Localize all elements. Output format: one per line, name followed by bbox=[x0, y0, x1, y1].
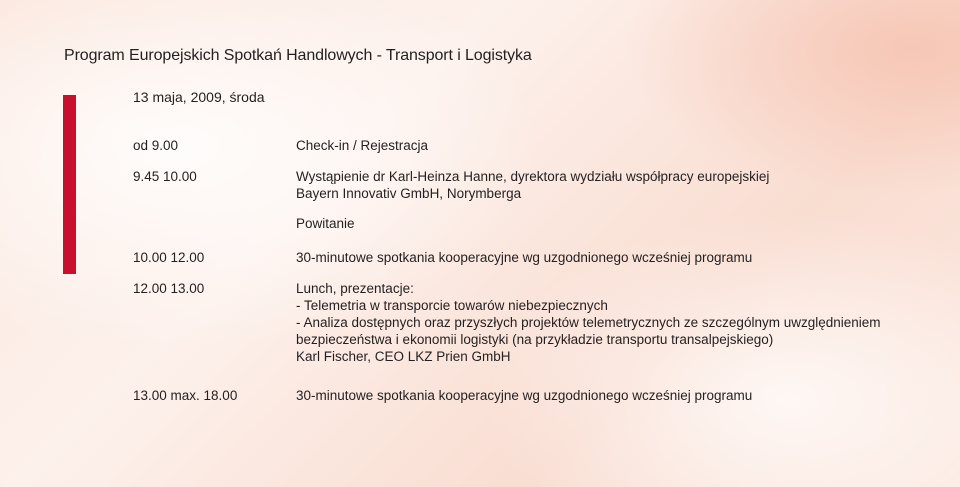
schedule-description bbox=[296, 137, 428, 154]
schedule-line: Lunch, prezentacje: bbox=[296, 281, 414, 296]
schedule-line: - Analiza dostępnych oraz przyszłych projektów telemetrycznych ze szczególnym uwzględnieniem bbox=[296, 315, 881, 330]
schedule-line: - Telemetria w transporcie towarów niebezpiecznych bbox=[296, 298, 608, 313]
schedule-line: Bayern Innovativ GmbH, Norymberga bbox=[296, 186, 522, 201]
schedule-line: Karl Fischer, CEO LKZ Prien GmbH bbox=[296, 349, 511, 364]
schedule-line: Wystąpienie dr Karl-Heinza Hanne, dyrektora wydziału współpracy europejskiej bbox=[296, 169, 770, 184]
schedule-line: Check-in / Rejestracja bbox=[296, 138, 429, 153]
schedule-time: 13.00 max. 18.00 bbox=[133, 388, 238, 403]
schedule-time: 12.00 13.00 bbox=[133, 281, 205, 296]
schedule-line: 30-minutowe spotkania kooperacyjne wg uzgodnionego wcześniej programu bbox=[296, 250, 753, 265]
schedule-line: Powitanie bbox=[296, 216, 355, 231]
schedule-description bbox=[296, 249, 752, 266]
event-date: 13 maja, 2009, środa bbox=[133, 89, 265, 105]
schedule-time: 9.45 10.00 bbox=[133, 169, 197, 184]
page-title: Program Europejskich Spotkań Handlowych - Transport i Logistyka bbox=[64, 47, 532, 64]
schedule-description bbox=[296, 387, 752, 404]
schedule-description bbox=[296, 280, 881, 365]
schedule-description bbox=[296, 168, 769, 232]
schedule-time: od 9.00 bbox=[133, 138, 179, 153]
accent-bar bbox=[63, 95, 76, 274]
schedule-line: bezpieczeństwa i ekonomii logistyki (na przykładzie transportu transalpejskiego) bbox=[296, 332, 774, 347]
schedule-time: 10.00 12.00 bbox=[133, 250, 205, 265]
schedule-line: 30-minutowe spotkania kooperacyjne wg uzgodnionego wcześniej programu bbox=[296, 388, 753, 403]
